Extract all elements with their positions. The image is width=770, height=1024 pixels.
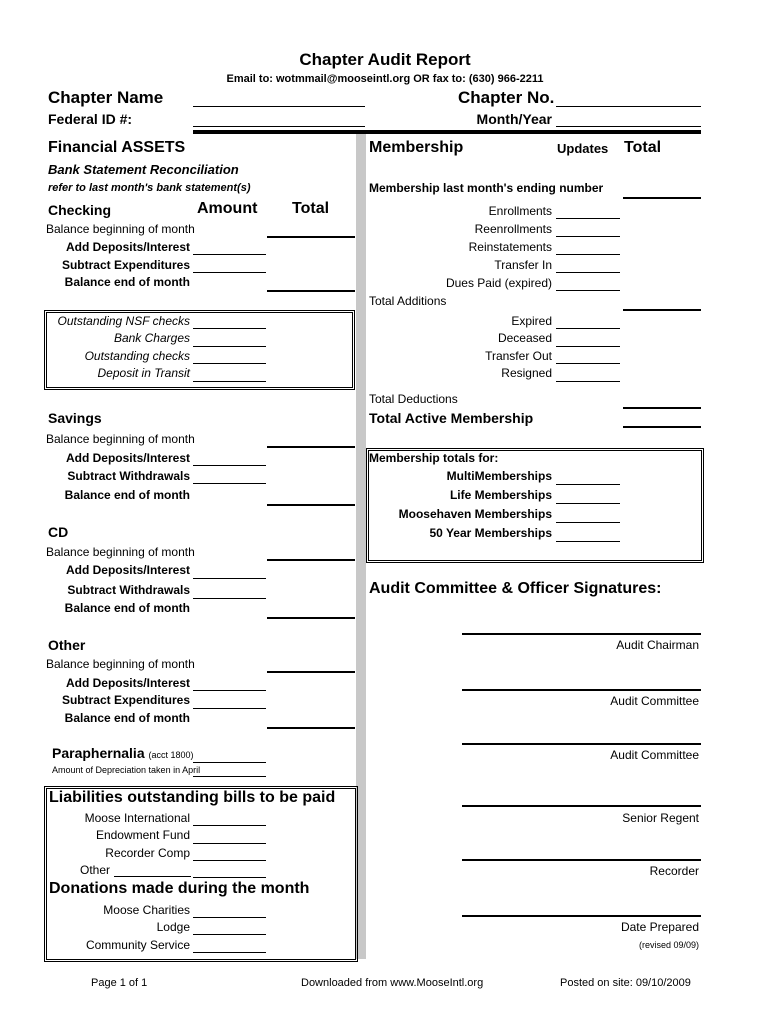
checking-subtract-field[interactable]	[193, 272, 266, 273]
liability-other-field[interactable]	[193, 877, 266, 878]
life-memberships-label: Life Memberships	[449, 488, 552, 502]
resigned-label: Resigned	[501, 366, 552, 380]
financial-assets-heading: Financial ASSETS	[48, 139, 186, 156]
month-year-label: Month/Year	[476, 111, 552, 127]
checking-balance-begin-label: Balance beginning of month	[46, 222, 195, 236]
last-month-label: Membership last month's ending number	[369, 181, 604, 195]
membership-total-heading: Total	[624, 139, 662, 156]
totals-for-label: Membership totals for:	[369, 451, 499, 465]
federal-id-label: Federal ID #:	[48, 111, 133, 127]
enrollments-label: Enrollments	[488, 204, 552, 218]
cd-balance-end-label: Balance end of month	[64, 601, 190, 615]
other-add-field[interactable]	[193, 690, 266, 691]
savings-add-label: Add Deposits/Interest	[65, 451, 190, 465]
bank-rec-label: Bank Statement Reconciliation	[48, 162, 239, 177]
audit-committee-1-signature-line[interactable]	[462, 689, 701, 691]
last-month-field[interactable]	[623, 197, 701, 199]
savings-add-field[interactable]	[193, 465, 266, 466]
recorder-comp-field[interactable]	[193, 860, 266, 861]
paraphernalia-field[interactable]	[193, 762, 266, 763]
page-number: Page 1 of 1	[91, 977, 148, 989]
other-balance-end-field[interactable]	[267, 727, 355, 729]
dues-paid-field[interactable]	[556, 290, 620, 291]
total-additions-label: Total Additions	[369, 294, 447, 308]
bank-charges-label: Bank Charges	[113, 331, 190, 345]
deceased-field[interactable]	[556, 346, 620, 347]
recorder-label: Recorder	[649, 864, 699, 878]
deposit-transit-label: Deposit in Transit	[97, 366, 190, 380]
reinstatements-label: Reinstatements	[468, 240, 552, 254]
date-prepared-label: Date Prepared	[620, 920, 699, 934]
savings-subtract-field[interactable]	[193, 483, 266, 484]
other-balance-end-label: Balance end of month	[64, 711, 190, 725]
membership-heading: Membership	[369, 139, 464, 156]
transfer-out-field[interactable]	[556, 363, 620, 364]
reenrollments-label: Reenrollments	[474, 222, 552, 236]
chapter-name-label: Chapter Name	[48, 88, 164, 107]
cd-subtract-field[interactable]	[193, 598, 266, 599]
cd-balance-begin-label: Balance beginning of month	[46, 545, 195, 559]
resigned-field[interactable]	[556, 381, 620, 382]
endowment-fund-field[interactable]	[193, 843, 266, 844]
bank-charges-field[interactable]	[193, 346, 266, 347]
refer-label: refer to last month's bank statement(s)	[48, 182, 251, 194]
checking-add-label: Add Deposits/Interest	[65, 240, 190, 254]
total-heading: Total	[292, 200, 330, 217]
senior-regent-label: Senior Regent	[622, 811, 699, 825]
community-service-field[interactable]	[193, 952, 266, 953]
savings-balance-end-label: Balance end of month	[64, 488, 190, 502]
other-balance-begin-label: Balance beginning of month	[46, 657, 195, 671]
other-add-label: Add Deposits/Interest	[65, 676, 190, 690]
paraphernalia-heading: Paraphernalia	[52, 745, 145, 761]
lodge-field[interactable]	[193, 934, 266, 935]
multimemberships-label: MultiMemberships	[446, 469, 552, 483]
checking-heading: Checking	[48, 202, 112, 218]
updates-heading: Updates	[557, 141, 609, 156]
life-memberships-field[interactable]	[556, 503, 620, 504]
outstanding-nsf-label: Outstanding NSF checks	[57, 314, 190, 328]
checking-add-field[interactable]	[193, 254, 266, 255]
signatures-heading: Audit Committee & Officer Signatures:	[369, 580, 662, 597]
fifty-year-label: 50 Year Memberships	[429, 526, 552, 540]
deposit-transit-field[interactable]	[193, 381, 266, 382]
outstanding-nsf-field[interactable]	[193, 328, 266, 329]
moose-intl-field[interactable]	[193, 825, 266, 826]
outstanding-checks-label: Outstanding checks	[84, 349, 190, 363]
moose-charities-field[interactable]	[193, 917, 266, 918]
multimemberships-field[interactable]	[556, 484, 620, 485]
audit-committee-1-label: Audit Committee	[610, 694, 699, 708]
email-line: Email to: wotmmail@mooseintl.org OR fax to: (630) 966-2211	[226, 73, 544, 85]
header-divider	[193, 130, 701, 134]
moose-charities-label: Moose Charities	[103, 903, 190, 917]
liability-other-desc-field[interactable]	[114, 876, 191, 877]
savings-balance-begin-label: Balance beginning of month	[46, 432, 195, 446]
cd-subtract-label: Subtract Withdrawals	[67, 583, 190, 597]
transfer-out-label: Transfer Out	[485, 349, 552, 363]
total-active-label: Total Active Membership	[369, 410, 534, 426]
reenrollments-field[interactable]	[556, 236, 620, 237]
savings-balance-begin-field[interactable]	[267, 446, 355, 448]
liabilities-heading: Liabilities outstanding bills to be paid	[49, 789, 336, 806]
revised-label: (revised 09/09)	[638, 940, 699, 950]
savings-heading: Savings	[48, 410, 102, 426]
month-year-field[interactable]	[556, 126, 701, 127]
amount-heading: Amount	[197, 200, 258, 217]
paraphernalia-label	[52, 745, 194, 761]
page-title: Chapter Audit Report	[299, 50, 471, 69]
checking-balance-end-label: Balance end of month	[64, 275, 190, 289]
expired-field[interactable]	[556, 328, 620, 329]
community-service-label: Community Service	[85, 938, 190, 952]
cd-add-label: Add Deposits/Interest	[65, 563, 190, 577]
total-deductions-label: Total Deductions	[369, 392, 458, 406]
other-heading: Other	[48, 637, 86, 653]
deceased-label: Deceased	[497, 331, 552, 345]
recorder-signature-line[interactable]	[462, 859, 701, 861]
endowment-fund-label: Endowment Fund	[95, 828, 190, 842]
audit-committee-2-signature-line[interactable]	[462, 743, 701, 745]
other-subtract-field[interactable]	[193, 708, 266, 709]
depreciation-label: Amount of Depreciation taken in April	[52, 765, 201, 775]
checking-balance-end-field[interactable]	[267, 290, 355, 292]
chapter-name-field[interactable]	[193, 106, 365, 107]
enrollments-field[interactable]	[556, 218, 620, 219]
audit-chairman-label: Audit Chairman	[616, 638, 699, 652]
depreciation-field[interactable]	[193, 776, 266, 777]
checking-balance-begin-field[interactable]	[267, 236, 355, 238]
senior-regent-signature-line[interactable]	[462, 805, 701, 807]
recorder-comp-label: Recorder Comp	[105, 846, 190, 860]
moosehaven-label: Moosehaven Memberships	[398, 507, 552, 521]
outstanding-checks-field[interactable]	[193, 363, 266, 364]
moosehaven-field[interactable]	[556, 522, 620, 523]
cd-balance-begin-field[interactable]	[267, 559, 355, 561]
transfer-in-field[interactable]	[556, 272, 620, 273]
total-deductions-field[interactable]	[623, 407, 701, 409]
posted-on: Posted on site: 09/10/2009	[560, 977, 691, 989]
cd-add-field[interactable]	[193, 578, 266, 579]
downloaded-from: Downloaded from www.MooseIntl.org	[301, 977, 484, 989]
moose-intl-label: Moose International	[84, 811, 190, 825]
acct-label: (acct 1800)	[148, 750, 194, 760]
fifty-year-field[interactable]	[556, 541, 620, 542]
chapter-no-field[interactable]	[556, 106, 701, 107]
federal-id-field[interactable]	[193, 126, 365, 127]
savings-balance-end-field[interactable]	[267, 504, 355, 506]
lodge-label: Lodge	[156, 920, 190, 934]
cd-balance-end-field[interactable]	[267, 617, 355, 619]
audit-chairman-signature-line[interactable]	[462, 633, 701, 635]
expired-label: Expired	[511, 314, 552, 328]
liability-other-label: Other	[80, 863, 111, 877]
chapter-no-label: Chapter No.	[458, 88, 555, 107]
savings-subtract-label: Subtract Withdrawals	[67, 469, 190, 483]
reinstatements-field[interactable]	[556, 254, 620, 255]
other-subtract-label: Subtract Expenditures	[61, 693, 190, 707]
total-active-field[interactable]	[623, 426, 701, 428]
audit-committee-2-label: Audit Committee	[610, 748, 699, 762]
total-additions-field[interactable]	[623, 309, 701, 311]
date-prepared-line[interactable]	[462, 915, 701, 917]
dues-paid-label: Dues Paid (expired)	[445, 276, 552, 290]
checking-subtract-label: Subtract Expenditures	[61, 258, 190, 272]
other-balance-begin-field[interactable]	[267, 671, 355, 673]
transfer-in-label: Transfer In	[494, 258, 552, 272]
membership-totals-box	[366, 448, 704, 563]
cd-heading: CD	[48, 524, 69, 540]
donations-heading: Donations made during the month	[49, 880, 310, 897]
